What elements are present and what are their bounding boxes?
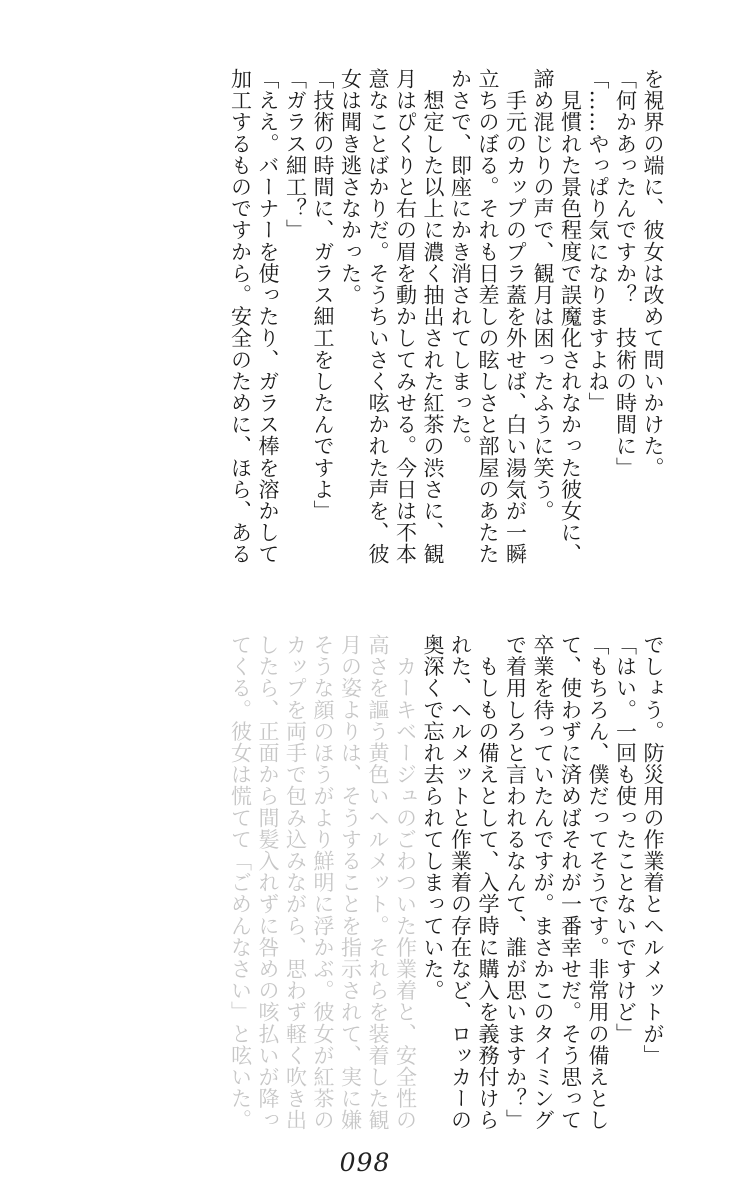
text-line: 「はい。一回も使ったことないですけど」 (613, 634, 638, 1045)
text-line: 「何かあったんですか？ 技術の時間に」 (613, 68, 638, 479)
text-line: 想定した以上に濃く抽出された紅茶の渋さに、観 (421, 68, 445, 565)
text-line: れた、ヘルメットと作業着の存在など、ロッカーの (448, 634, 473, 1131)
text-line: もしもの備えとして、入学時に購入を義務付けら (476, 634, 500, 1131)
faded-text-line: てくる。彼女は慌てて「ごめんなさい」と呟いた。 (228, 634, 253, 1131)
text-line: 立ちのぼる。それも日差しの眩しさと部屋のあたた (476, 68, 500, 565)
text-line: 月はぴくりと右の眉を動かしてみせる。今日は不本 (393, 68, 418, 565)
faded-text-line: カップを両手で包み込みながら、思わず軽く吹き出 (283, 634, 308, 1131)
faded-text-line: カーキベージュのごわついた作業着と、安全性の (393, 634, 418, 1131)
text-line: を視界の端に、彼女は改めて問いかけた。 (641, 68, 665, 479)
faded-text-line: 月の姿よりは、そうすることを指示されて、実に嫌 (338, 634, 363, 1131)
text-line: 「技術の時間に、ガラス細工をしたんですよ」 (311, 68, 335, 522)
text-line: 諦め混じりの声で、観月は困ったふうに笑う。 (531, 68, 555, 522)
text-line: 見慣れた景色程度で誤魔化されなかった彼女に、 (558, 68, 583, 565)
upper-text-block (146, 68, 666, 588)
page-number: 098 (339, 1148, 391, 1177)
text-line: で着用しろと言われるなんて、誰が思いますか？」 (503, 634, 528, 1131)
lower-text-block (106, 634, 666, 1134)
text-line: 「ええ。バーナーを使ったり、ガラス棒を溶かして (256, 68, 280, 565)
text-line: でしょう。防災用の作業着とヘルメットが」 (641, 634, 665, 1066)
faded-text-line: したら、正面から間髪入れずに咎めの咳払いが降っ (256, 634, 280, 1131)
faded-text-line: 高さを謳う黄色いヘルメット。それらを装着した観 (366, 634, 390, 1131)
text-line: 奥深くで忘れ去られてしまっていた。 (421, 634, 445, 1002)
text-line: て、使わずに済めばそれが一番幸せだ。そう思って (558, 634, 583, 1131)
text-line: 意なことばかりだ。そうちいさく呟かれた声を、彼 (366, 68, 390, 565)
text-line: 「もちろん、僕だってそうです。非常用の備えとし (586, 634, 610, 1131)
text-line: 加工するものですから。安全のために、ほら、ある (228, 68, 253, 565)
faded-text-line: そうな顔のほうがより鮮明に浮かぶ。彼女が紅茶の (311, 634, 335, 1131)
text-line: 手元のカップのプラ蓋を外せば、白い湯気が一瞬 (503, 68, 528, 565)
text-line: 「……やっぱり気になりますよね」 (586, 68, 610, 414)
text-line: 「ガラス細工？」 (283, 68, 308, 241)
text-line: かさで、即座にかき消されてしまった。 (448, 68, 473, 457)
text-line: 女は聞き逃さなかった。 (338, 68, 363, 306)
text-line: 卒業を待っていたんですが。まさかこのタイミング (531, 634, 555, 1131)
